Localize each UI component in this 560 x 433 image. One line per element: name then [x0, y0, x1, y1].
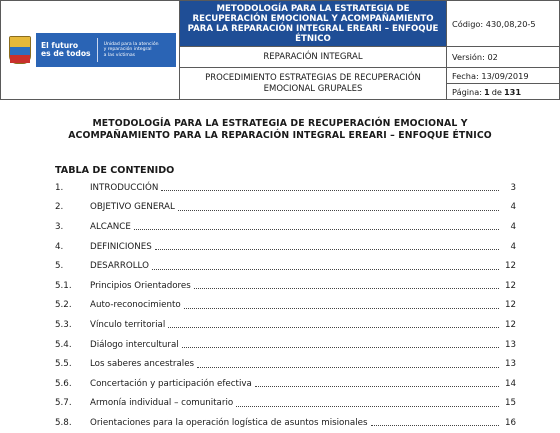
toc-number: 5.6.	[55, 378, 72, 389]
toc-page: 16	[504, 417, 516, 428]
toc-leader	[371, 425, 500, 426]
toc-entry[interactable]	[55, 276, 516, 296]
toc-title: ALCANCE	[90, 221, 131, 232]
page-prefix: Página:	[452, 86, 483, 97]
toc-title: OBJETIVO GENERAL	[90, 202, 175, 213]
toc-number: 5.5.	[55, 359, 72, 370]
logo-sub-line3: a las víctimas	[103, 52, 136, 58]
toc-page: 4	[510, 221, 516, 232]
toc-title: Vínculo territorial	[90, 319, 166, 330]
page-current: 1	[484, 86, 490, 97]
document-title-line1: METODOLOGÍA PARA LA ESTRATEGIA DE RECUPERACIÓN EMOCIONAL Y	[92, 118, 468, 129]
toc-entry[interactable]	[55, 394, 516, 414]
toc-leader	[178, 210, 499, 211]
toc-entry[interactable]	[55, 413, 516, 433]
toc-title: Concertación y participación efectiva	[90, 378, 252, 389]
toc-title: Armonía individual – comunitario	[90, 398, 234, 409]
toc-leader	[255, 386, 499, 387]
logo-cell	[0, 0, 180, 100]
logo-divider	[97, 38, 98, 62]
toc-entry[interactable]	[55, 237, 516, 257]
toc-number: 5.4.	[55, 339, 72, 350]
toc-leader	[152, 269, 499, 270]
toc-leader	[194, 288, 499, 289]
toc-leader	[184, 308, 499, 309]
toc-entry[interactable]	[55, 217, 516, 237]
toc-entry[interactable]	[55, 256, 516, 276]
toc-title: Los saberes ancestrales	[90, 359, 195, 370]
toc-page: 12	[504, 319, 516, 330]
toc-number: 5.	[55, 261, 64, 272]
toc-page: 12	[504, 300, 516, 311]
toc-title: Principios Orientadores	[90, 280, 191, 291]
toc-number: 5.8.	[55, 417, 72, 428]
toc-leader	[236, 406, 499, 407]
version-label: Versión: 02	[446, 46, 560, 68]
toc-leader	[182, 347, 499, 348]
toc-entry[interactable]	[55, 374, 516, 394]
toc-entry[interactable]	[55, 198, 516, 218]
toc-page: 3	[510, 182, 516, 193]
toc-leader	[161, 190, 499, 191]
toc-number: 5.1.	[55, 280, 72, 291]
toc-entry[interactable]	[55, 315, 516, 335]
page-total: 131	[503, 86, 522, 97]
area-label: REPARACIÓN INTEGRAL	[179, 46, 447, 68]
page-of: de	[491, 86, 502, 97]
toc-page: 13	[504, 359, 516, 370]
toc-page: 4	[510, 241, 516, 252]
agency-logo	[36, 33, 176, 67]
toc-entry[interactable]	[55, 354, 516, 374]
procedure-label: PROCEDIMIENTO ESTRATEGIAS DE RECUPERACIÓN EMOCIONAL GRUPALES	[179, 67, 447, 100]
logo-sub-text	[104, 42, 159, 58]
toc-number: 5.2.	[55, 300, 72, 311]
toc-page: 13	[504, 339, 516, 350]
document-code: Código: 430,08,20-5	[446, 0, 560, 47]
toc-title: Auto-reconocimiento	[90, 300, 181, 311]
toc-number: 3.	[55, 221, 64, 232]
toc-title: INTRODUCCIÓN	[90, 182, 159, 193]
toc-title: Diálogo intercultural	[90, 339, 179, 350]
header-title: METODOLOGÍA PARA LA ESTRATEGIA DE RECUPERACIÓN EMOCIONAL Y ACOMPAÑAMIENTO PARA LA REPARACIÓN INTEGRAL EREARI – ENFOQUE ÉTNICO	[179, 0, 447, 47]
toc-entry[interactable]	[55, 296, 516, 316]
toc-title: DESARROLLO	[90, 261, 149, 272]
toc-leader	[155, 249, 499, 250]
toc-entry[interactable]	[55, 178, 516, 198]
toc-page: 14	[504, 378, 516, 389]
document-header	[0, 0, 560, 100]
toc-number: 5.3.	[55, 319, 72, 330]
toc-leader	[197, 367, 499, 368]
toc-number: 2.	[55, 202, 64, 213]
toc-page: 15	[504, 398, 516, 409]
document-title-line2: ACOMPAÑAMIENTO PARA LA REPARACIÓN INTEGRAL EREARI – ENFOQUE ÉTNICO	[68, 130, 492, 141]
coat-of-arms-icon	[9, 36, 31, 64]
toc-leader	[134, 229, 499, 230]
logo-main-line1: El futuro	[41, 40, 79, 50]
logo-sub-line1: Unidad para la atención	[103, 41, 159, 47]
logo-sub-line2: y reparación integral	[103, 47, 152, 53]
toc-page: 12	[504, 261, 516, 272]
toc-leader	[168, 327, 499, 328]
date-label: Fecha: 13/09/2019	[446, 67, 560, 84]
toc-number: 5.7.	[55, 398, 72, 409]
page-indicator	[446, 83, 560, 100]
toc-heading: TABLA DE CONTENIDO	[55, 165, 175, 176]
toc-title: DEFINICIONES	[90, 241, 152, 252]
logo-main-line2: es de todos	[41, 49, 91, 58]
toc-page: 4	[510, 202, 516, 213]
document-title	[30, 118, 530, 142]
toc-number: 4.	[55, 241, 64, 252]
toc-number: 1.	[55, 182, 64, 193]
toc-entry[interactable]	[55, 335, 516, 355]
logo-main-text	[41, 42, 91, 59]
toc-page: 12	[504, 280, 516, 291]
table-of-contents	[55, 178, 516, 433]
toc-title: Orientaciones para la operación logística de asuntos misionales	[90, 417, 368, 428]
